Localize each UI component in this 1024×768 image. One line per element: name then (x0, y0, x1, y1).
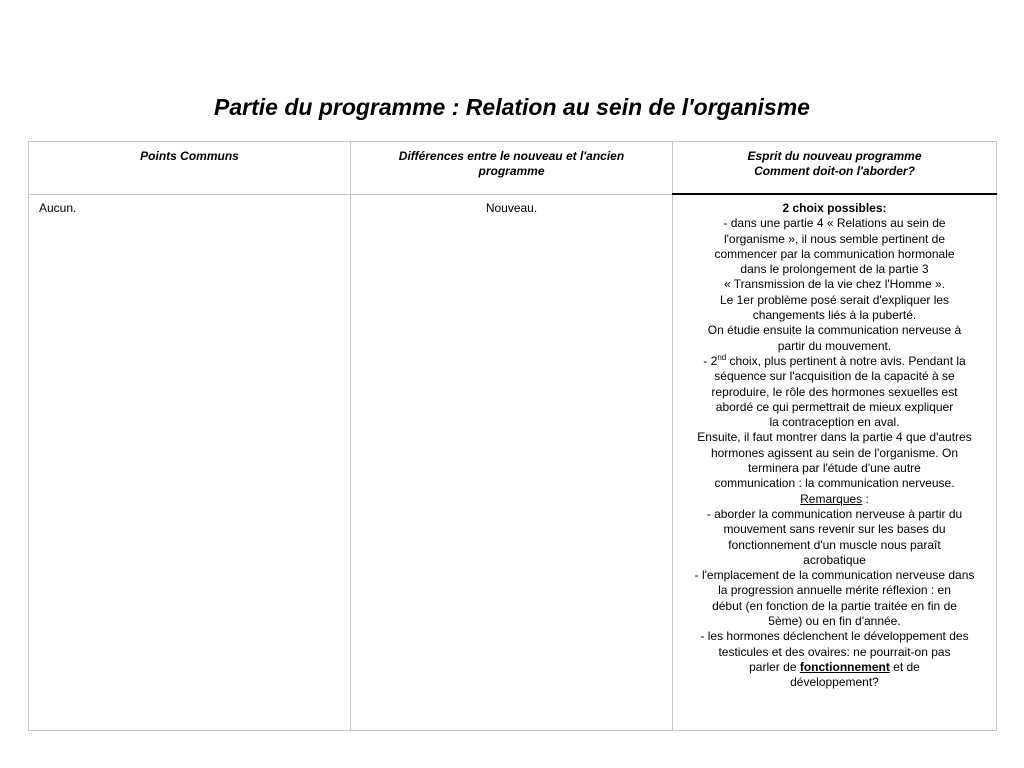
text-line: reproduire, le rôle des hormones sexuelles est (711, 384, 958, 399)
text-line: début (en fonction de la partie traitée en fin de (712, 598, 957, 613)
text-line: - dans une partie 4 « Relations au sein de (723, 216, 946, 231)
text-line: changements liés à la puberté. (752, 308, 917, 323)
text-line: On étudie ensuite la communication nerveuse à (707, 323, 962, 338)
text-line: la contraception en aval. (769, 415, 900, 430)
text-line: commencer par la communication hormonale (714, 246, 955, 261)
text-line: la progression annuelle mérite réflexion : en (718, 583, 951, 598)
header-esprit-line1: Esprit du nouveau programme (747, 149, 922, 163)
header-esprit (673, 142, 997, 195)
text-line: partir du mouvement. (777, 338, 892, 353)
text-line: l'organisme », il nous semble pertinent de (723, 231, 946, 246)
header-points-communs-label: Points Communs (140, 149, 239, 163)
text-line: fonctionnement d'un muscle nous paraît (728, 537, 941, 552)
header-differences-line2: programme (478, 164, 545, 179)
header-differences-line1: Différences entre le nouveau et l'ancien (398, 149, 625, 163)
header-differences (351, 142, 673, 195)
program-table (28, 141, 997, 731)
text-line: testicules et des ovaires: ne pourrait-on pas (718, 644, 951, 659)
remarques-suffix: : (862, 491, 869, 506)
text-line: « Transmission de la vie chez l'Homme ». (723, 277, 946, 292)
text-line: communication : la communication nerveuse. (714, 476, 955, 491)
cell-esprit (673, 194, 997, 731)
final-line: développement? (790, 675, 879, 690)
text-line: - l'emplacement de la communication nerveuse dans (694, 568, 975, 583)
last-line (683, 660, 986, 675)
cell-differences (351, 194, 673, 731)
text-line: séquence sur l'acquisition de la capacité à se (714, 369, 955, 384)
text-line: - aborder la communication nerveuse à partir du (706, 506, 963, 521)
table-row (29, 194, 997, 731)
second-choice-prefix: - 2 (703, 353, 718, 368)
text-line: - les hormones déclenchent le développement des (700, 629, 969, 644)
last-emph: fonctionnement (799, 659, 890, 674)
header-esprit-line2: Comment doit-on l'aborder? (754, 164, 915, 179)
cell-points-communs-text: Aucun. (39, 200, 77, 215)
text-line: Ensuite, il faut montrer dans la partie 4 que d'autres (697, 430, 972, 445)
last-prefix: parler de (749, 659, 800, 674)
second-choice-rest: choix, plus pertinent à notre avis. Pendant la (726, 353, 966, 368)
remarques-line (683, 492, 986, 507)
text-line: mouvement sans revenir sur les bases du (723, 522, 946, 537)
page-title: Partie du programme : Relation au sein de l'organisme (214, 94, 810, 120)
text-line: 5ème) ou en fin d'année. (768, 614, 901, 629)
second-choice-block (683, 369, 986, 491)
table-header-row (29, 142, 997, 195)
text-line: terminera par l'étude d'une autre (748, 461, 921, 476)
second-choice-line (683, 354, 986, 369)
text-line: dans le prolongement de la partie 3 (740, 262, 929, 277)
remarques-block (683, 507, 986, 660)
choices-heading: 2 choix possibles: (782, 201, 887, 215)
cell-differences-text: Nouveau. (485, 200, 538, 215)
header-points-communs (29, 142, 351, 195)
cell-points-communs (29, 194, 351, 731)
remarques-label: Remarques (800, 491, 863, 506)
text-line: abordé ce qui permettrait de mieux expliquer (715, 399, 954, 414)
first-choice-block (683, 216, 986, 354)
text-line: Le 1er problème posé serait d'expliquer les (719, 292, 950, 307)
text-line: hormones agissent au sein de l'organisme. On (710, 445, 959, 460)
last-suffix: et de (889, 659, 920, 674)
text-line: acrobatique (803, 552, 866, 567)
second-choice-sup: nd (717, 352, 727, 362)
